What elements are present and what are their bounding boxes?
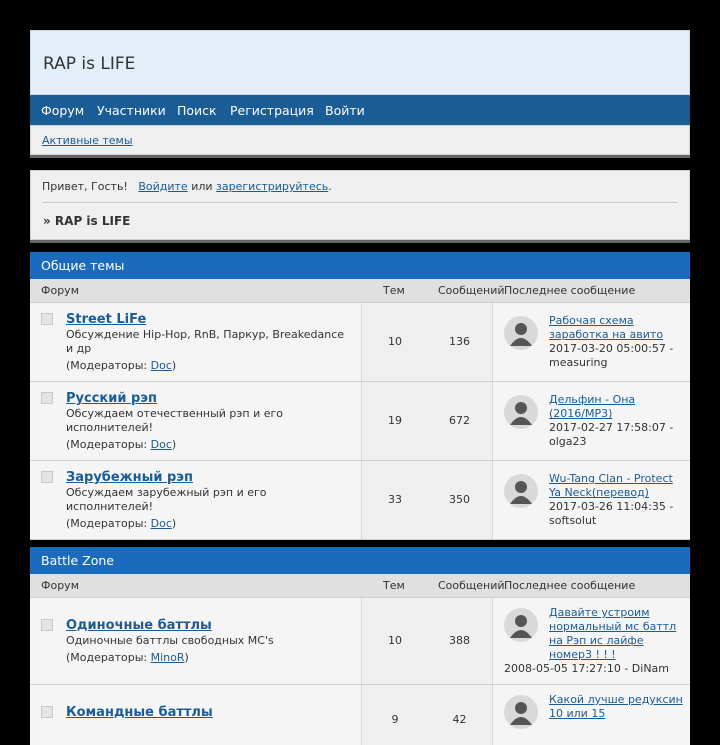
mods-suffix: ) [184, 651, 189, 664]
forum-row [30, 382, 690, 461]
divider [30, 240, 690, 243]
topics-count: 9 [391, 713, 399, 726]
forum-name-link[interactable]: Командные баттлы [66, 705, 213, 720]
forum-description: Обсуждение Hip-Hop, RnB, Паркур, Breakedance и др [66, 328, 345, 355]
forum-name-link[interactable]: Street LiFe [66, 312, 147, 327]
posts-count: 350 [449, 493, 470, 506]
nav-login[interactable]: Войти [325, 103, 365, 118]
last-post-link[interactable]: Какой лучше редуксин 10 или 15 [549, 693, 683, 720]
posts-count: 672 [449, 414, 470, 427]
col-forum: Форум [41, 284, 79, 297]
forum-status-icon [41, 619, 53, 631]
col-forum: Форум [41, 579, 79, 592]
posts-cell [427, 303, 493, 381]
posts-count: 42 [452, 713, 467, 726]
forum-row [30, 303, 690, 382]
col-topics: Тем [383, 579, 405, 592]
welcome-panel [30, 170, 690, 240]
topics-count: 19 [388, 414, 402, 427]
mods-prefix: (Модераторы: [66, 359, 151, 372]
topics-count: 10 [388, 335, 402, 348]
mods-suffix: ) [171, 438, 177, 451]
forum-description: Обсуждаем отечественный рэп и его исполнителей! [66, 407, 284, 434]
main-nav [30, 95, 690, 125]
last-post-meta: 2017-03-26 11:04:35 - softsolut [549, 500, 674, 527]
category-title: Общие темы [41, 258, 125, 273]
last-post [549, 606, 683, 662]
mods-suffix: ) [171, 359, 177, 372]
forum-row [30, 685, 690, 745]
user-avatar-icon [504, 608, 538, 642]
last-post-meta: 2008-05-05 17:27:10 - DiNam [504, 662, 669, 675]
last-post [549, 472, 683, 528]
last-post [549, 314, 683, 370]
forum-moderators [66, 517, 176, 530]
last-post-link[interactable]: Рабочая схема заработка на авито [549, 314, 664, 341]
nav-forum[interactable]: Форум [41, 103, 85, 118]
or-text: или [191, 180, 213, 193]
forum-name-link[interactable]: Русский рэп [66, 391, 157, 406]
posts-cell [427, 461, 493, 539]
col-last-post: Последнее сообщение [504, 579, 636, 592]
last-post [549, 693, 683, 721]
posts-count: 136 [449, 335, 470, 348]
last-post-link[interactable]: Дельфин - Она (2016/MP3) [549, 393, 636, 420]
category-header-battle-zone [30, 547, 690, 574]
forum-moderators [66, 438, 176, 451]
nav-search[interactable]: Поиск [177, 103, 217, 118]
user-avatar-icon [504, 316, 538, 350]
topics-cell [361, 303, 429, 381]
login-link[interactable]: Войдите [138, 180, 188, 193]
topics-cell [361, 382, 429, 460]
user-avatar-icon [504, 695, 538, 729]
divider [30, 155, 690, 158]
forum-status-icon [41, 471, 53, 483]
forum-status-icon [41, 392, 53, 404]
last-post-link[interactable]: Давайте устроим нормальный мс баттл на Рэп ис лайфе номер3 ! ! ! [549, 606, 677, 661]
forum-description: Обсуждаем зарубежный рэп и его исполнителей! [66, 486, 267, 513]
mods-suffix: ) [171, 517, 177, 530]
category-title: Battle Zone [41, 553, 114, 568]
col-posts: Сообщений [438, 284, 505, 297]
column-headers [30, 574, 690, 598]
moderator-link[interactable]: Doc [150, 517, 172, 530]
separator [42, 202, 678, 203]
topics-count: 33 [388, 493, 402, 506]
forum-description: Одиночные баттлы свободных MC's [66, 634, 274, 647]
topics-count: 10 [388, 634, 402, 647]
site-title: RAP is LIFE [43, 54, 136, 74]
active-topics-link[interactable]: Активные темы [42, 134, 133, 147]
moderator-link[interactable]: Doc [150, 359, 172, 372]
last-post-meta: 2017-03-20 05:00:57 - measuring [549, 342, 674, 369]
forum-name-link[interactable]: Зарубежный рэп [66, 470, 193, 485]
last-post-meta: 2017-02-27 17:58:07 - olga23 [549, 421, 674, 448]
sub-bar [30, 125, 690, 155]
forum-row [30, 598, 690, 685]
col-topics: Тем [383, 284, 405, 297]
topics-cell [361, 598, 429, 684]
user-avatar-icon [504, 474, 538, 508]
forum-moderators [66, 651, 189, 664]
mods-prefix: (Модераторы: [66, 651, 151, 664]
period: . [328, 180, 332, 193]
mods-prefix: (Модераторы: [66, 517, 151, 530]
topics-cell [361, 461, 429, 539]
forum-status-icon [41, 313, 53, 325]
category-header-general [30, 252, 690, 279]
register-link[interactable]: зарегистрируйтесь [216, 180, 329, 193]
mods-prefix: (Модераторы: [66, 438, 151, 451]
posts-cell [427, 685, 493, 745]
forum-status-icon [41, 706, 53, 718]
posts-count: 388 [449, 634, 470, 647]
nav-register[interactable]: Регистрация [230, 103, 314, 118]
posts-cell [427, 382, 493, 460]
greeting [42, 180, 332, 193]
col-last-post: Последнее сообщение [504, 284, 636, 297]
forum-name-link[interactable]: Одиночные баттлы [66, 618, 212, 633]
col-posts: Сообщений [438, 579, 505, 592]
last-post-link[interactable]: Wu-Tang Clan - Protect Ya Neck(перевод) [549, 472, 673, 499]
nav-members[interactable]: Участники [97, 103, 166, 118]
last-post [549, 393, 683, 449]
greeting-text: Привет, Гость! [42, 180, 128, 193]
site-header [30, 30, 690, 95]
moderator-link[interactable]: MinoR [150, 651, 185, 664]
forum-row [30, 461, 690, 540]
forum-moderators [66, 359, 176, 372]
posts-cell [427, 598, 493, 684]
user-avatar-icon [504, 395, 538, 429]
column-headers [30, 279, 690, 303]
breadcrumb: » RAP is LIFE [43, 214, 131, 228]
topics-cell [361, 685, 429, 745]
moderator-link[interactable]: Doc [150, 438, 172, 451]
